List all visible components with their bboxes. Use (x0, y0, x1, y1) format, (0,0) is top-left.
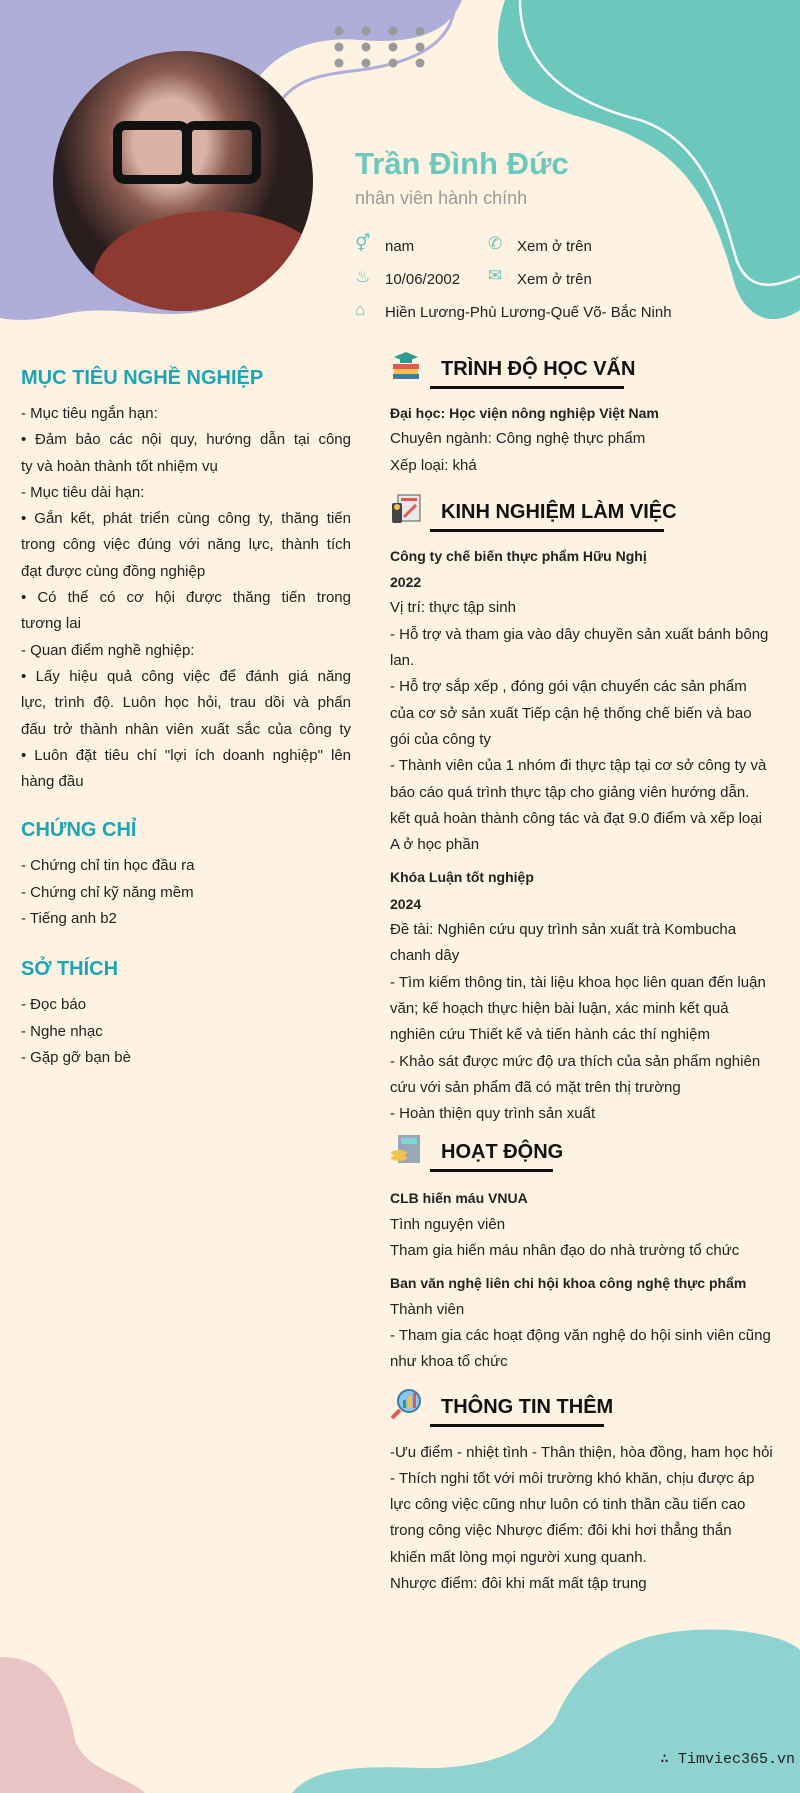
text-line: 2024 (390, 895, 422, 912)
text-line: đạt được cùng đồng nghiệp (21, 562, 206, 580)
hobbies-heading: SỞ THÍCH (21, 958, 119, 981)
text-line: kết quả hoàn thành công tác và đạt 9.0 điểm và xếp loại (390, 809, 762, 827)
text-line: khiến mất lòng mọi người xung quanh. (390, 1548, 647, 1566)
text-line: 2022 (390, 574, 422, 591)
objective-heading: MỤC TIÊU NGHỀ NGHIỆP (21, 367, 264, 389)
address-value: Hiền Lương-Phù Lương-Quế Võ- Bắc Ninh (385, 304, 672, 321)
email-icon: ✉ (488, 266, 503, 285)
text-line: - Nghe nhạc (21, 1022, 103, 1040)
text-line: • Luôn đặt tiêu chí "lợi ích doanh nghiệp" lên (21, 746, 351, 764)
hobbies-list (21, 992, 351, 1071)
experience-text (390, 543, 795, 1128)
text-line: - Thành viên của 1 nhóm đi thực tập tại cơ sở công ty và (390, 757, 767, 775)
text-line: nghiên cứu Thiết kế và tiến hành các thí nghiệm (390, 1026, 710, 1044)
text-line: Tham gia hiến máu nhân đạo do nhà trường tổ chức (390, 1242, 740, 1260)
additional-info-text (390, 1440, 795, 1598)
additional-info-section-header (390, 1395, 795, 1440)
text-line: cứu với sản phẩm đã có mặt trên thị trường (390, 1078, 681, 1096)
experience-section-header (390, 500, 795, 543)
education-section-header (390, 357, 795, 400)
text-line: lan. (390, 652, 415, 670)
text-line: Vị trí: thực tập sinh (390, 599, 516, 617)
text-line: lực công việc cũng như luôn có tinh thần cầu tiến cao (390, 1496, 746, 1514)
text-line: - Hoàn thiện quy trình sản xuất (390, 1105, 596, 1123)
watermark: ∴ Timviec365.vn (660, 1751, 796, 1768)
text-line: • Gắn kết, phát triển cùng công ty, thăng tiến (21, 510, 351, 528)
text-line: - Tham gia các hoạt động văn nghệ do hội sinh viên cũng (390, 1326, 771, 1344)
additional-info-underline (430, 1424, 604, 1427)
text-line: Xếp loại: khá (390, 456, 477, 474)
text-line: Nhược điểm: đôi khi mất mất tập trung (390, 1574, 647, 1592)
gender-icon: ⚥ (355, 234, 371, 253)
text-line: đấu trở thành nhân viên xuất sắc của công ty (21, 720, 351, 738)
email-value: Xem ở trên (517, 271, 592, 288)
additional-info-heading: THÔNG TIN THÊM (441, 1395, 614, 1418)
certificates-list (21, 853, 351, 932)
birthday-value: 10/06/2002 (385, 271, 461, 288)
text-line: CLB hiến máu VNUA (390, 1190, 528, 1207)
job-title: nhân viên hành chính (355, 188, 528, 208)
left-column (21, 366, 351, 1071)
activities-underline (430, 1169, 553, 1172)
text-line: - Thích nghi tốt với môi trường khó khăn, chịu được áp (390, 1469, 755, 1487)
text-line: như khoa tổ chức (390, 1353, 508, 1371)
candidate-name: Trần Đình Đức (355, 146, 569, 181)
birthday-cake-icon: ♨ (355, 267, 371, 286)
objective-text (21, 401, 351, 795)
text-line: trong công việc đúng với năng lực, thành tích (21, 536, 351, 554)
text-line: - Chứng chỉ tin học đầu ra (21, 857, 195, 875)
education-underline (430, 386, 624, 389)
text-line: - Mục tiêu dài hạn: (21, 483, 145, 501)
activities-section-header (390, 1140, 795, 1185)
activities-calculator-icon (390, 1133, 422, 1165)
text-line: - Khảo sát được mức độ ưa thích của sản phẩm nghiên (390, 1052, 761, 1070)
text-line: - Chứng chỉ kỹ năng mềm (21, 883, 194, 901)
avatar (53, 51, 313, 311)
text-line: Khóa Luận tốt nghiệp (390, 869, 534, 886)
text-line: chanh dây (390, 947, 460, 965)
text-line: hàng đầu (21, 773, 84, 791)
text-line: A ở học phần (390, 836, 480, 854)
text-line: - Tìm kiếm thông tin, tài liệu khoa học liên quan đến luận (390, 973, 766, 991)
text-line: tương lai (21, 615, 81, 633)
text-line: Tình nguyện viên (390, 1215, 506, 1233)
text-line: lực, trình độ. Luôn học hỏi, trau dồi và phấn (21, 694, 351, 712)
text-line: - Gặp gỡ bạn bè (21, 1048, 131, 1066)
text-line: trong công việc Nhược điểm: đôi khi hơi thẳng thắn (390, 1522, 732, 1540)
education-books-icon (390, 350, 422, 382)
text-line: Thành viên (390, 1300, 465, 1318)
text-line: văn; kế hoạch thực hiện bài luận, xác minh kết quả (390, 999, 729, 1017)
experience-heading: KINH NGHIỆM LÀM VIỆC (441, 500, 677, 523)
experience-document-icon (390, 493, 422, 525)
education-text (390, 400, 795, 479)
text-line: • Đảm bảo các nội quy, hướng dẫn tại công (21, 431, 351, 449)
text-line: của cơ sở sản xuất Tiếp cận hệ thống chế biến và bao (390, 704, 752, 722)
text-line: • Có thể có cơ hội được thăng tiến trong (21, 589, 351, 607)
activities-text (390, 1185, 795, 1375)
text-line: -Ưu điểm - nhiệt tình - Thân thiện, hòa đồng, ham học hỏi (390, 1443, 773, 1461)
text-line: - Hỗ trợ và tham gia vào dây chuyền sản xuất bánh bông (390, 625, 769, 643)
right-column (390, 357, 795, 1597)
certificates-heading: CHỨNG CHỈ (21, 819, 137, 842)
text-line: gói của công ty (390, 730, 491, 748)
text-line: • Lấy hiệu quả công việc để đánh giá năng (21, 667, 351, 685)
text-line: Chuyên ngành: Công nghệ thực phẩm (390, 430, 646, 448)
text-line: - Tiếng anh b2 (21, 910, 117, 928)
gender-value: nam (385, 238, 415, 255)
text-line: - Hỗ trợ sắp xếp , đóng gói vận chuyển các sản phẩm (390, 678, 747, 696)
text-line: - Mục tiêu ngắn hạn: (21, 405, 158, 422)
text-line: - Đọc báo (21, 996, 87, 1014)
phone-icon: ✆ (488, 234, 503, 253)
text-line: Đề tài: Nghiên cứu quy trình sản xuất trà Kombucha (390, 921, 737, 939)
experience-underline (430, 529, 664, 532)
text-line: Ban văn nghệ liên chi hội khoa công nghệ thực phẩm (390, 1275, 747, 1292)
info-magnifier-chart-icon (390, 1388, 422, 1420)
education-heading: TRÌNH ĐỘ HỌC VẤN (441, 358, 636, 380)
text-line: Công ty chế biến thực phẩm Hữu Nghị (390, 547, 647, 564)
text-line: - Quan điểm nghề nghiệp: (21, 641, 195, 659)
text-line: ty và hoàn thành tốt nhiệm vụ (21, 457, 218, 475)
activities-heading: HOẠT ĐỘNG (441, 1141, 564, 1164)
text-line: Đại học: Học viện nông nghiệp Việt Nam (390, 405, 659, 421)
text-line: báo cáo quá trình thực tập cho giảng viên hướng dẫn. (390, 783, 750, 801)
phone-value: Xem ở trên (517, 238, 592, 255)
home-icon: ⌂ (355, 300, 366, 319)
